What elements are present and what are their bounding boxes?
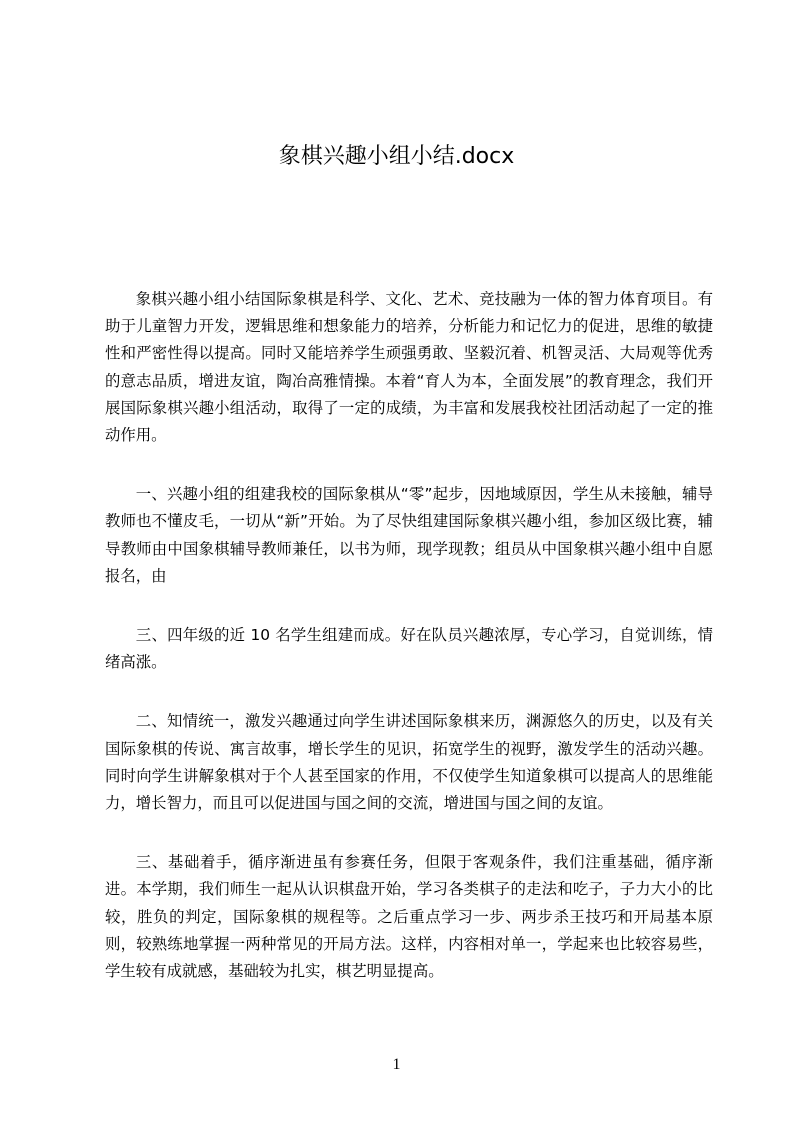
- document-body: [105, 286, 713, 1017]
- document-title: 象棋兴趣小组小结.docx: [278, 144, 515, 169]
- paragraph-interest-stimulation: 二、知情统一，激发兴趣通过向学生讲述国际象棋来历，渊源悠久的历史，以及有关国际象棋的传说、寓言故事，增长学生的见识，拓宽学生的视野，激发学生的活动兴趣。同时向学生讲解象棋对于个人甚至国家的作用，不仅使学生知道象棋可以提高人的思维能力，增长智力，而且可以促进国与国之间的交流，增进国与国之间的友谊。: [105, 712, 713, 813]
- paragraph-basic-training: 三、基础着手，循序渐进虽有参赛任务，但限于客观条件，我们注重基础，循序渐进。本学期，我们师生一起从认识棋盘开始，学习各类棋子的走法和吃子，子力大小的比较，胜负的判定，国际象棋的规程等。之后重点学习一步、两步杀王技巧和开局基本原则，较熟练地掌握一两种常见的开局方法。这样，内容相对单一，学起来也比较容易些，学生较有成就感，基础较为扎实，棋艺明显提高。: [105, 853, 713, 981]
- paragraph-student-members: 三、四年级的近 10 名学生组建而成。好在队员兴趣浓厚，专心学习，自觉训练，情绪高涨。: [105, 626, 713, 672]
- paragraph-intro: 象棋兴趣小组小结国际象棋是科学、文化、艺术、竞技融为一体的智力体育项目。有助于儿童智力开发，逻辑思维和想象能力的培养，分析能力和记忆力的促进，思维的敏捷性和严密性得以提高。同时又能培养学生顽强勇敢、坚毅沉着、机智灵活、大局观等优秀的意志品质，增进友谊，陶冶高雅情操。本着“育人为本，全面发展”的教育理念，我们开展国际象棋兴趣小组活动，取得了一定的成绩，为丰富和发展我校社团活动起了一定的推动作用。: [105, 290, 713, 445]
- page-number: 1: [392, 1056, 401, 1073]
- paragraph-group-formation: 一、兴趣小组的组建我校的国际象棋从“零”起步，因地域原因，学生从未接触，辅导教师也不懂皮毛，一切从“新”开始。为了尽快组建国际象棋兴趣小组，参加区级比赛，辅导教师由中国象棋辅导教师兼任，以书为师，现学现教；组员从中国象棋兴趣小组中自愿报名，由: [105, 485, 713, 585]
